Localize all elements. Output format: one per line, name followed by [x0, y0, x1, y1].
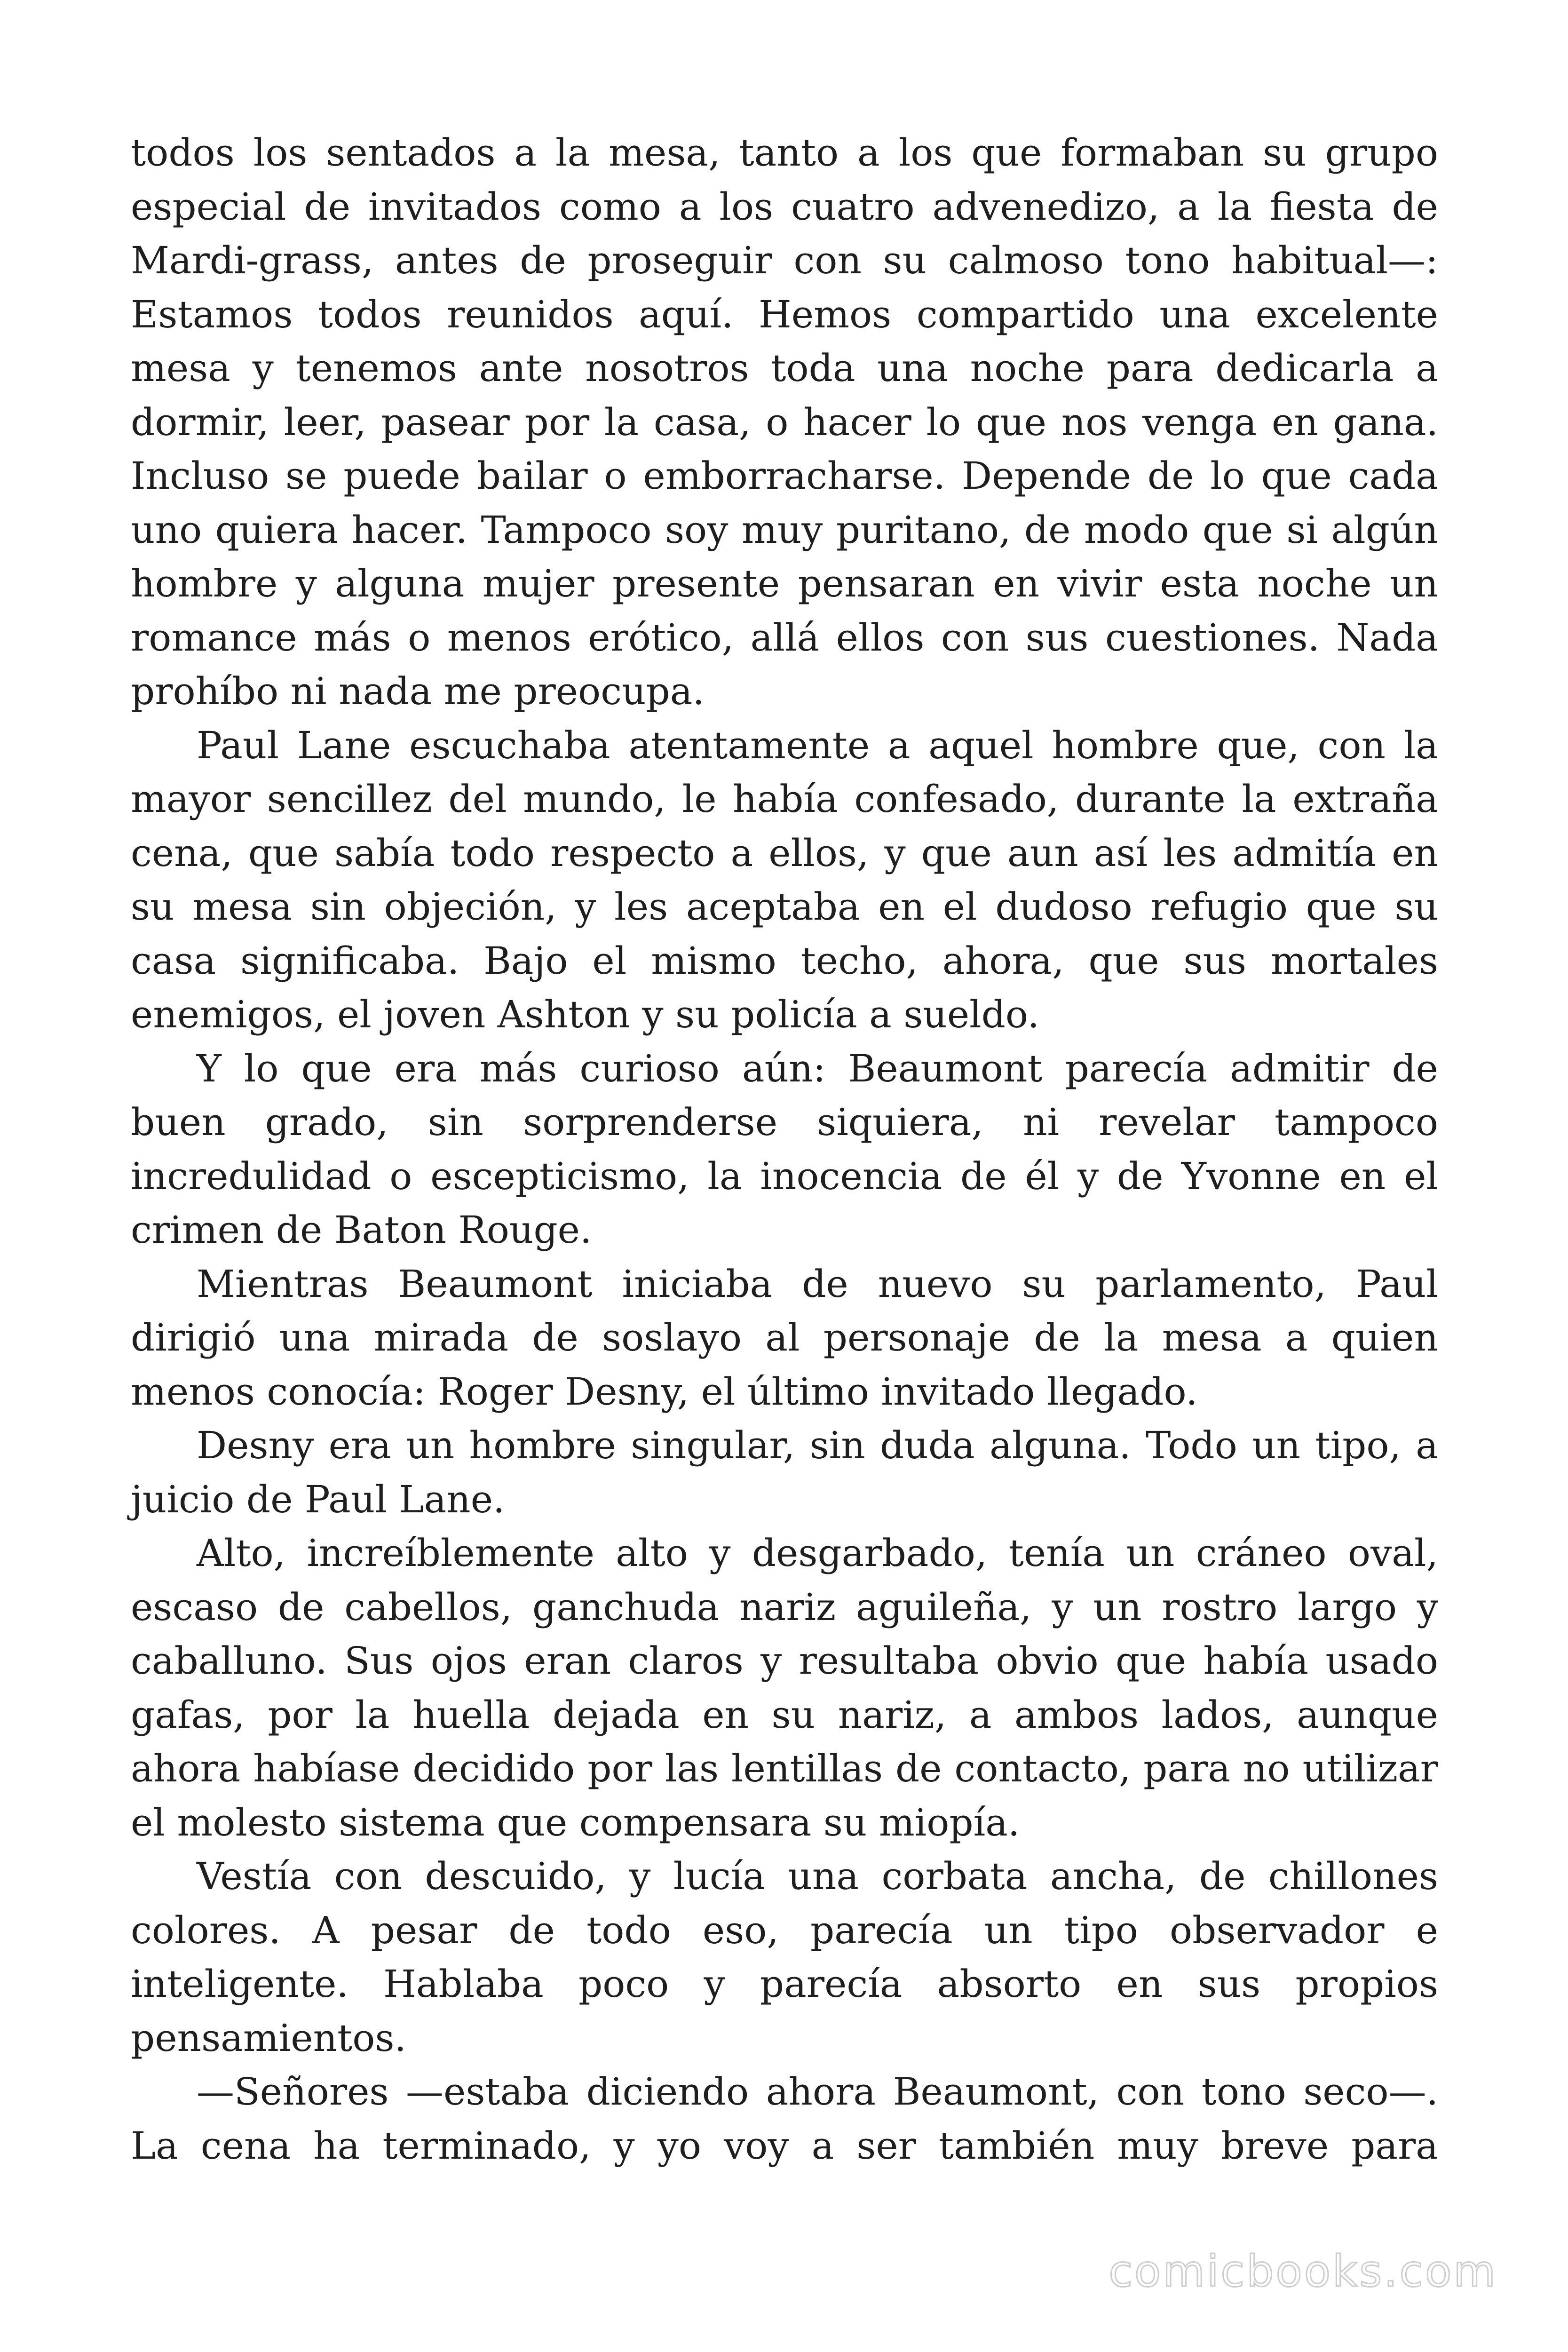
paragraph: Y lo que era más curioso aún: Beaumont parecía admitir de buen grado, sin sorprenderse siquiera, ni revelar tampoco incredulidad o escepticismo, la inocencia de él y de Yvonne en el crimen de Baton Rouge.: [131, 1046, 1438, 1252]
body-text: [131, 126, 1438, 2173]
paragraph: todos los sentados a la mesa, tanto a los que formaban su grupo especial de invitados como a los cuatro advenedizo, a la fiesta de Mardi-grass, antes de proseguir con su calmoso tono habitual—: Estamos todos reunidos aquí. Hemos compartido una excelente mesa y tenemos ante nosotros toda una noche para dedicarla a dormir, leer, pasear por la casa, o hacer lo que nos venga en gana. Incluso se puede bailar o emborracharse. Depende de lo que cada uno quiera hacer. Tampoco soy muy puritano, de modo que si algún hombre y alguna mujer presente pensaran en vivir esta noche un romance más o menos erótico, allá ellos con sus cuestiones. Nada prohíbo ni nada me preocupa.: [131, 131, 1438, 713]
paragraph: Vestía con descuido, y lucía una corbata ancha, de chillones colores. A pesar de todo eso, parecía un tipo observador e inteligente. Hablaba poco y parecía absorto en sus propios pensamientos.: [131, 1854, 1438, 2060]
paragraph: Alto, increíblemente alto y desgarbado, tenía un cráneo oval, escaso de cabellos, ganchuda nariz aguileña, y un rostro largo y caballuno. Sus ojos eran claros y resultaba obvio que había usado gafas, por la huella dejada en su nariz, a ambos lados, aunque ahora habíase decidido por las lentillas de contacto, para no utilizar el molesto sistema que compensara su miopía.: [131, 1531, 1438, 1844]
watermark: comicbooks.com: [1109, 2246, 1497, 2296]
paragraph: Desny era un hombre singular, sin duda alguna. Todo un tipo, a juicio de Paul Lane.: [131, 1423, 1438, 1521]
paragraph: —Señores —estaba diciendo ahora Beaumont, con tono seco—. La cena ha terminado, y yo voy a ser también muy breve para: [131, 2070, 1438, 2168]
paragraph: Mientras Beaumont iniciaba de nuevo su parlamento, Paul dirigió una mirada de soslayo al personaje de la mesa a quien menos conocía: Roger Desny, el último invitado llegado.: [131, 1262, 1438, 1414]
paragraph: Paul Lane escuchaba atentamente a aquel hombre que, con la mayor sencillez del mundo, le había confesado, durante la extraña cena, que sabía todo respecto a ellos, y que aun así les admitía en su mesa sin objeción, y les aceptaba en el dudoso refugio que su casa significaba. Bajo el mismo techo, ahora, que sus mortales enemigos, el joven Ashton y su policía a sueldo.: [131, 723, 1438, 1036]
